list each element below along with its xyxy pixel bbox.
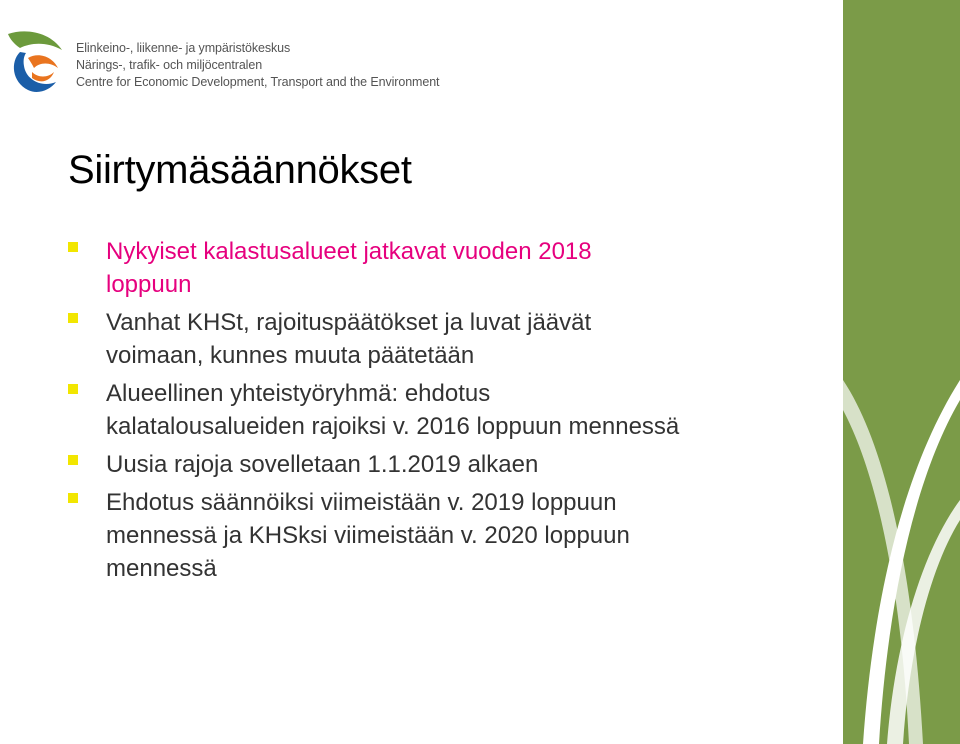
slide-title: Siirtymäsäännökset [68,148,412,192]
square-bullet-icon [68,493,78,503]
bullet-item [68,448,808,481]
organization-name [76,40,439,91]
bullet-item [68,486,808,585]
bullet-line: loppuun [106,271,192,298]
bullet-text [106,486,808,585]
org-name-finnish: Elinkeino-, liikenne- ja ympäristökeskus [76,41,291,55]
bullet-line: mennessä [106,555,217,582]
bullet-text [106,306,808,372]
bullet-item [68,377,808,443]
bullet-line: Alueellinen yhteistyöryhmä: ehdotus [106,380,491,407]
square-bullet-icon [68,384,78,394]
square-bullet-icon [68,455,78,465]
bullet-item [68,235,808,301]
org-name-swedish: Närings-, trafik- och miljöcentralen [76,58,263,72]
bullet-text [106,235,808,301]
org-name-english: Centre for Economic Development, Transport and the Environment [76,75,440,89]
bullet-text [106,377,808,443]
bullet-line: kalatalousalueiden rajoiksi v. 2016 loppuun mennessä [106,413,680,440]
bullet-line: Uusia rajoja sovelletaan 1.1.2019 alkaen [106,451,539,478]
bullet-list [68,235,808,590]
ely-logo-icon [4,28,66,96]
square-bullet-icon [68,313,78,323]
bullet-line: Ehdotus säännöiksi viimeistään v. 2019 loppuun [106,489,617,516]
bullet-line: voimaan, kunnes muuta päätetään [106,342,475,369]
bullet-item [68,306,808,372]
decorative-side-bar [843,0,960,744]
bullet-line: Nykyiset kalastusalueet jatkavat vuoden 2018 [106,238,592,265]
bullet-line: Vanhat KHSt, rajoituspäätökset ja luvat jäävät [106,309,592,336]
square-bullet-icon [68,242,78,252]
bullet-text [106,448,808,481]
bullet-line: mennessä ja KHSksi viimeistään v. 2020 loppuun [106,522,630,549]
